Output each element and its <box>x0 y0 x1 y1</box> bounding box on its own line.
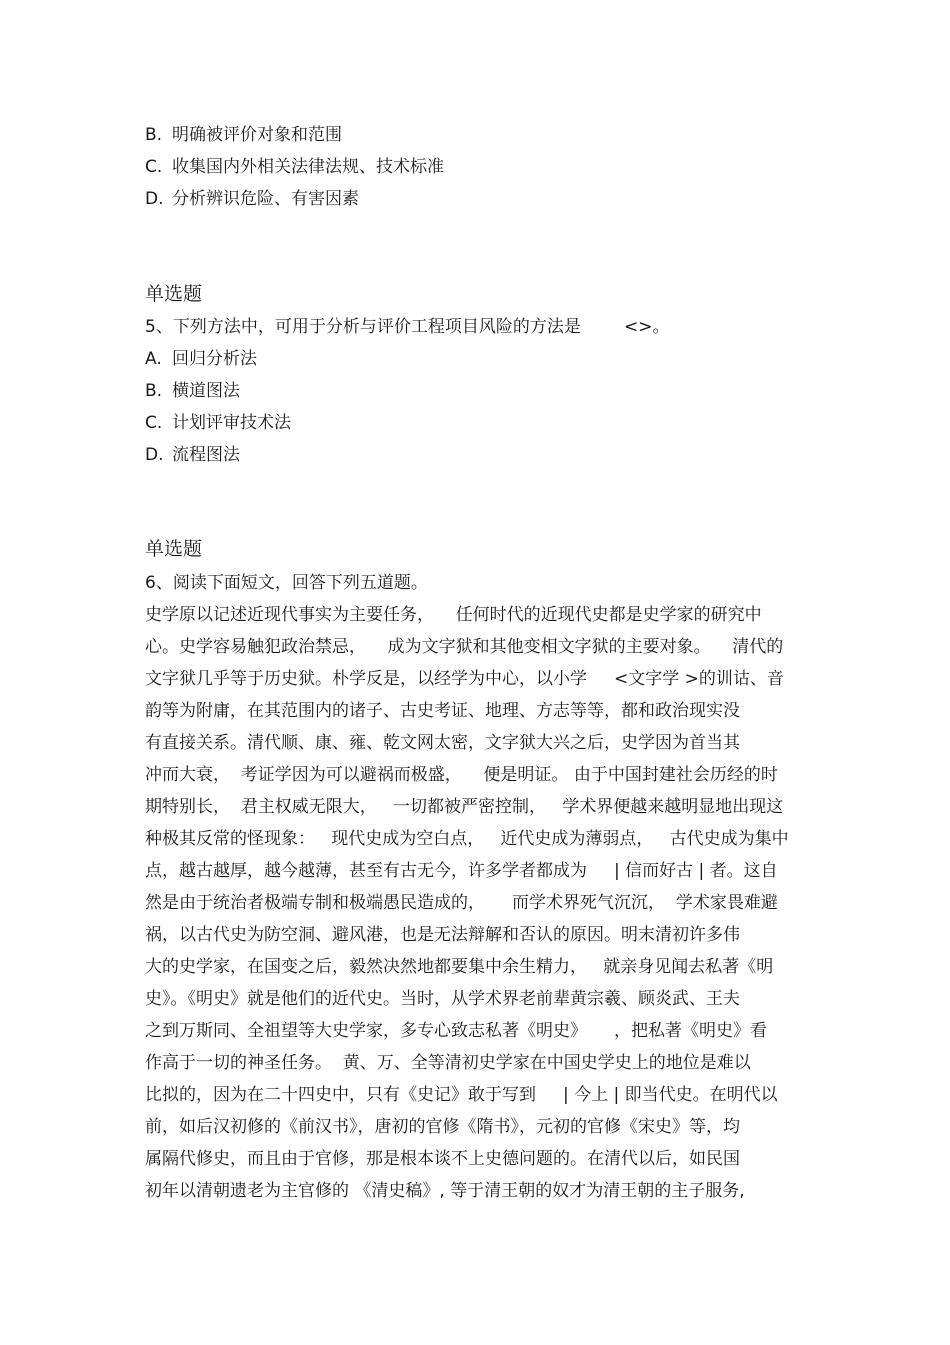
option-d <box>145 189 359 209</box>
option-text: 流程图法 <box>172 445 240 465</box>
passage-line: 文字狱几乎等于历史狱。朴学反是，以经学为中心，以小学 <文字学 >的训诂、音 <box>145 669 784 689</box>
option-letter: C. <box>145 413 163 433</box>
option-text: 回归分析法 <box>172 349 257 369</box>
option-c <box>145 413 291 433</box>
option-text: 横道图法 <box>172 381 240 401</box>
passage-line: 期特别长， 君主权威无限大， 一切都被严密控制， 学术界便越来越明显地出现这 <box>145 797 784 817</box>
passage-line: 有直接关系。清代顺、康、雍、乾文网太密，文字狱大兴之后，史学因为首当其 <box>145 733 740 753</box>
option-letter: B. <box>145 125 163 145</box>
passage-line: 点，越古越厚，越今越薄，甚至有古无今，许多学者都成为 | 信而好古 | 者。这自 <box>145 861 778 881</box>
option-b <box>145 381 240 401</box>
question-type-heading: 单选题 <box>145 538 203 560</box>
option-text: 明确被评价对象和范围 <box>172 125 342 145</box>
passage-line: 韵等为附庸，在其范围内的诸子、古史考证、地理、方志等等，都和政治现实没 <box>145 701 740 721</box>
passage-line: 初年以清朝遗老为主官修的 《清史稿》, 等于清王朝的奴才为清王朝的主子服务, <box>145 1181 745 1201</box>
option-letter: C. <box>145 157 163 177</box>
passage-line: 心。史学容易触犯政治禁忌， 成为文字狱和其他变相文字狱的主要对象。 清代的 <box>145 637 784 657</box>
passage-line: 属隔代修史，而且由于官修，那是根本谈不上史德问题的。在清代以后，如民国 <box>145 1149 740 1169</box>
question-type-heading: 单选题 <box>145 283 203 305</box>
option-letter: D. <box>145 445 164 465</box>
option-text: 分析辨识危险、有害因素 <box>172 189 359 209</box>
option-letter: B. <box>145 381 163 401</box>
passage-line: 作高于一切的神圣任务。 黄、万、全等清初史学家在中国史学史上的地位是难以 <box>145 1053 751 1073</box>
passage-line: 史》。《明史》就是他们的近代史。当时，从学术界老前辈黄宗羲、顾炎武、王夫 <box>145 989 740 1009</box>
passage-line: 祸，以古代史为防空洞、避风港，也是无法辩解和否认的原因。明末清初许多伟 <box>145 925 740 945</box>
option-d <box>145 445 240 465</box>
passage-line: 之到万斯同、全祖望等大史学家，多专心致志私著《明史》 ，把私著《明史》看 <box>145 1021 768 1041</box>
passage-line: 前，如后汉初修的《前汉书》，唐初的官修《隋书》，元初的官修《宋史》等，均 <box>145 1117 740 1137</box>
option-c <box>145 157 444 177</box>
passage-line: 大的史学家，在国变之后，毅然决然地都要集中余生精力， 就亲身见闻去私著《明 <box>145 957 774 977</box>
passage-line: 比拟的，因为在二十四史中，只有《史记》敢于写到 | 今上 | 即当代史。在明代以 <box>145 1085 778 1105</box>
question-stem: 6、阅读下面短文，回答下列五道题。 <box>145 573 428 593</box>
option-b <box>145 125 342 145</box>
passage-line: 史学原以记述近现代事实为主要任务， 任何时代的近现代史都是史学家的研究中 <box>145 605 762 625</box>
passage-line: 种极其反常的怪现象： 现代史成为空白点， 近代史成为薄弱点， 古代史成为集中 <box>145 829 789 849</box>
option-letter: D. <box>145 189 164 209</box>
passage-line: 冲而大衰， 考证学因为可以避祸而极盛， 便是明证。 由于中国封建社会历经的时 <box>145 765 778 785</box>
option-text: 计划评审技术法 <box>172 413 291 433</box>
option-a <box>145 349 257 369</box>
option-text: 收集国内外相关法律法规、技术标准 <box>172 157 444 177</box>
option-letter: A. <box>145 349 162 369</box>
passage-line: 然是由于统治者极端专制和极端愚民造成的， 而学术界死气沉沉， 学术家畏难避 <box>145 893 778 913</box>
question-stem: 5、下列方法中，可用于分析与评价工程项目风险的方法是 <>。 <box>145 317 670 337</box>
